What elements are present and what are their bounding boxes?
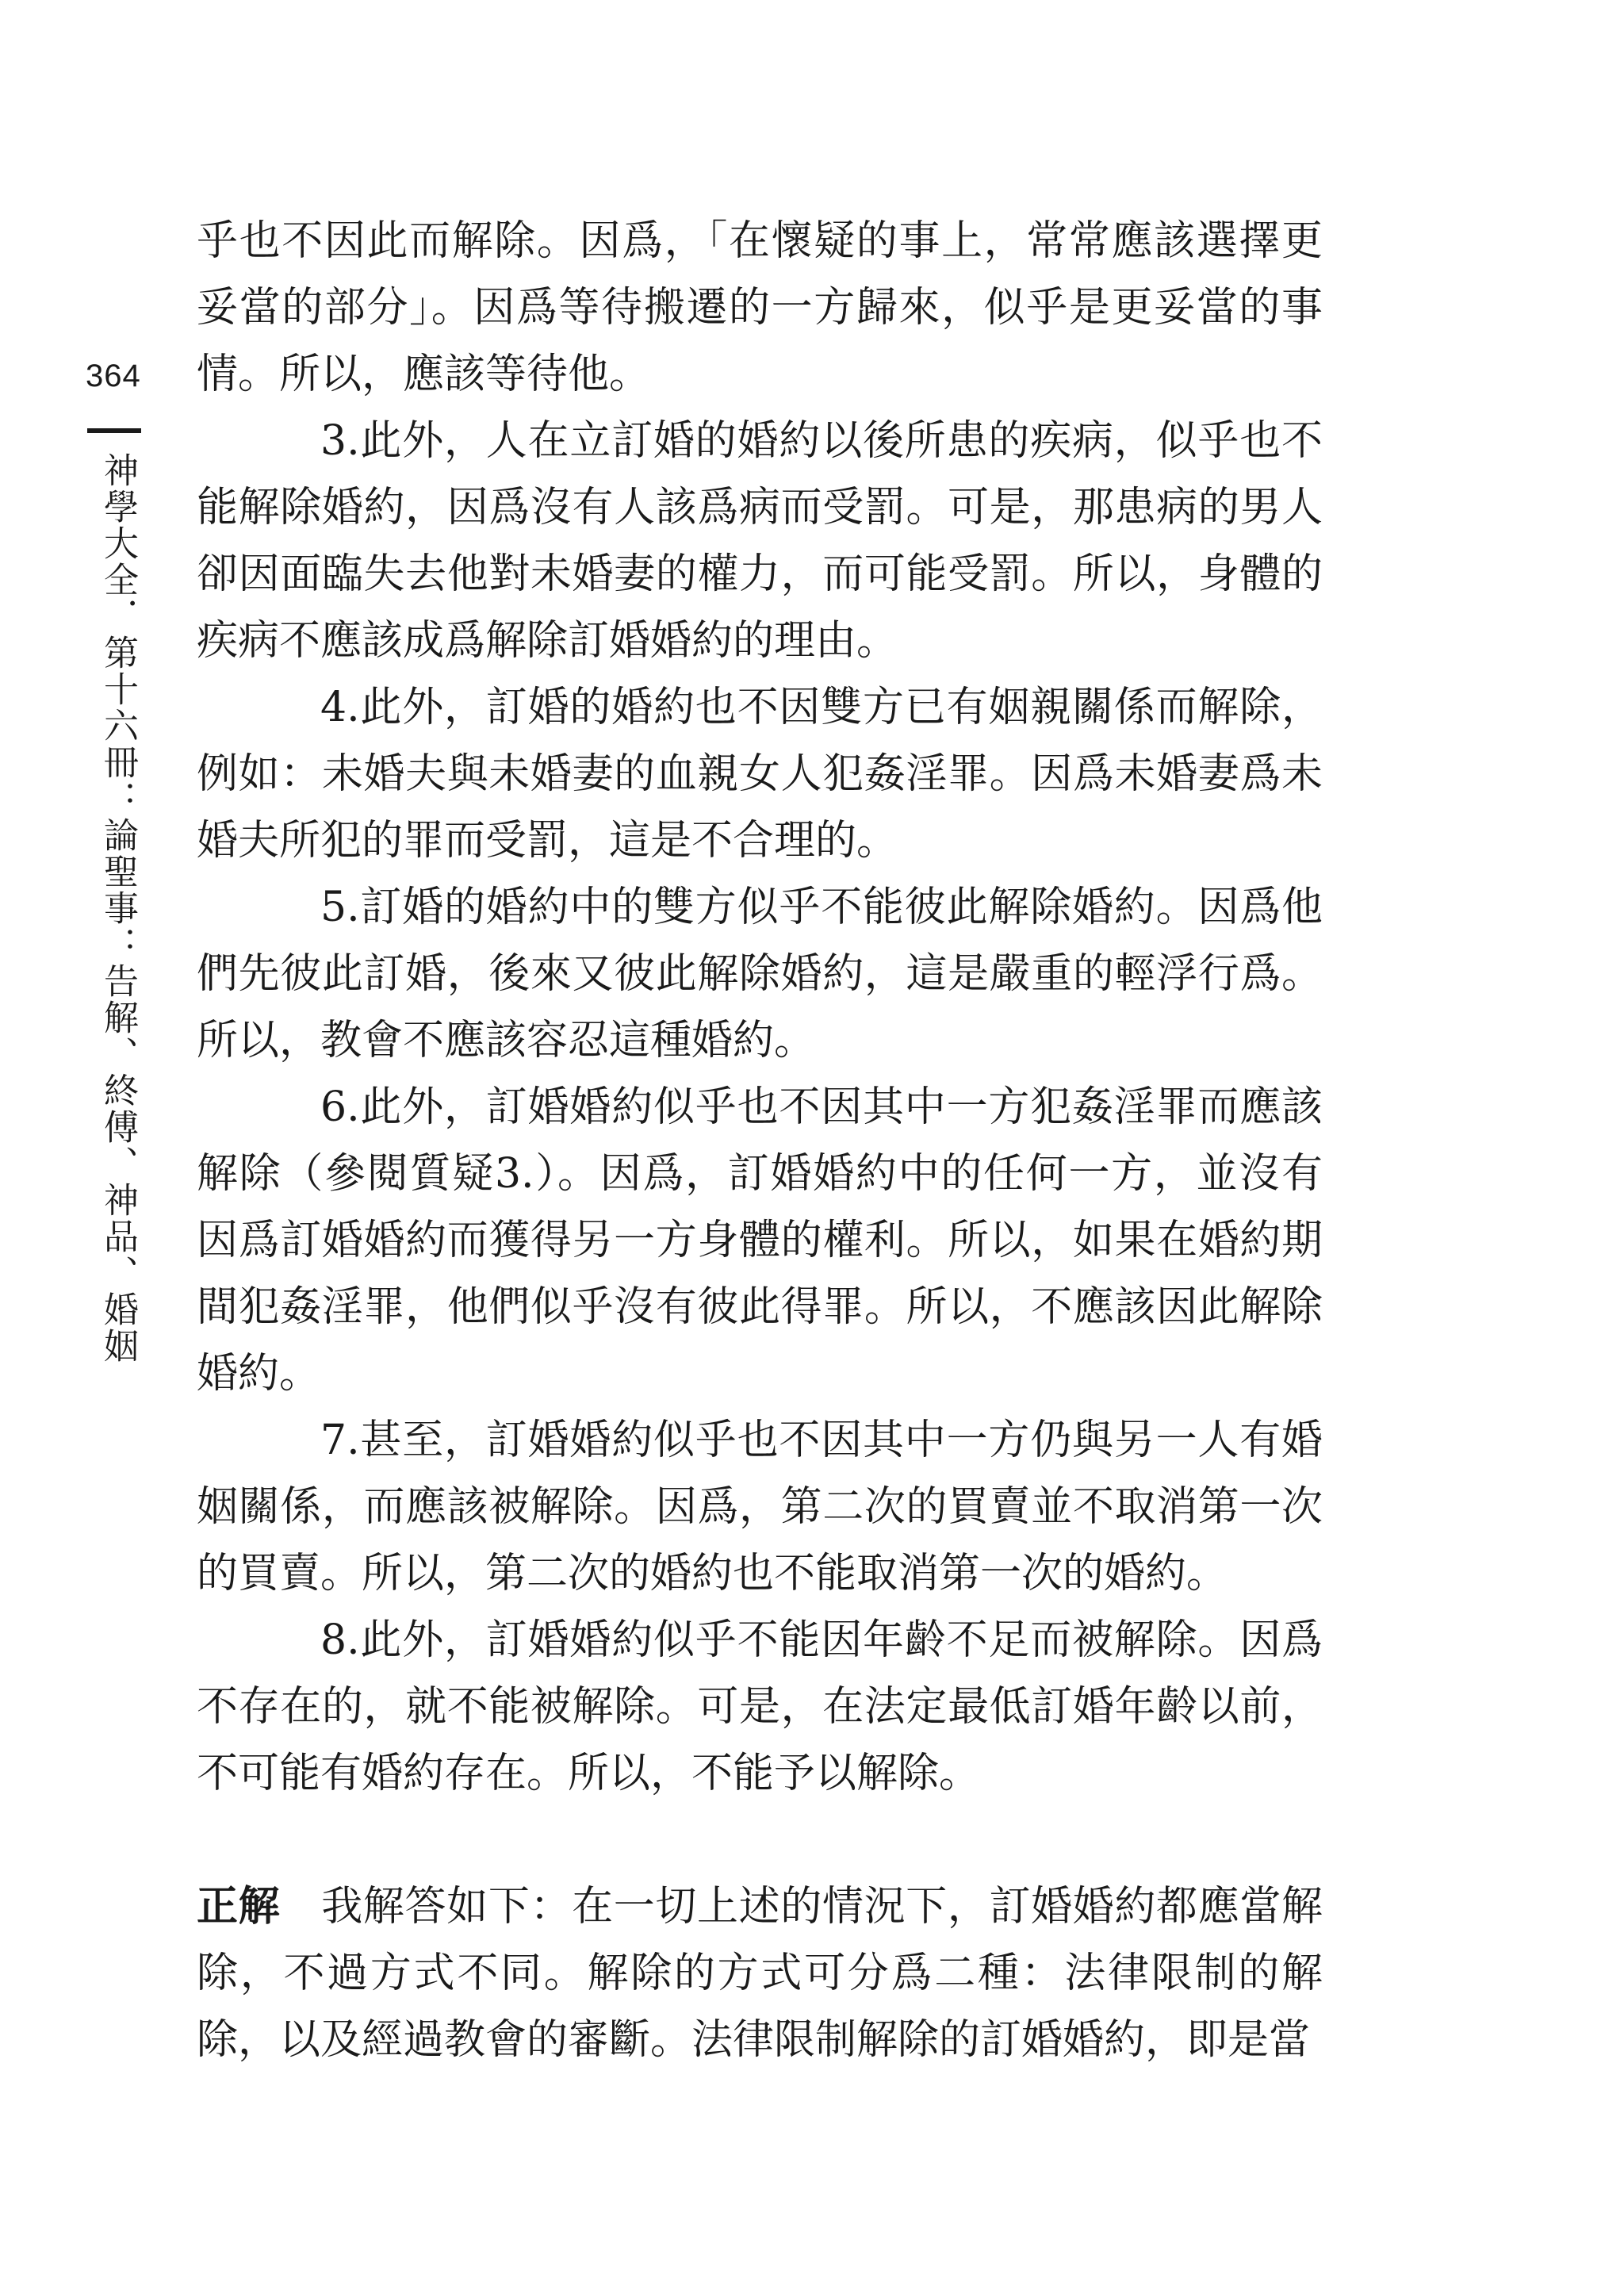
objection-3: 3.此外，人在立訂婚的婚約以後所患的疾病，似乎也不能解除婚約，因爲沒有人該爲病而受罰。可是，那患病的男人卻因面臨失去他對未婚妻的權力，而可能受罰。所以，身體的疾病不應該成爲解除訂婚婚約的理由。 bbox=[197, 417, 1323, 665]
paragraph-continuation: 乎也不因此而解除。因爲，「在懷疑的事上，常常應該選擇更妥當的部分」。因爲等待搬遷的一方歸來，似乎是更妥當的事情。所以，應該等待他。 bbox=[197, 217, 1323, 398]
objection-6: 6.此外，訂婚婚約似乎也不因其中一方犯姦淫罪而應該解除（參閱質疑3.）。因爲，訂婚婚約中的任何一方，並沒有因爲訂婚婚約而獲得另一方身體的權利。所以，如果在婚約期間犯姦淫罪，他們似乎沒有彼此得罪。所以，不應該因此解除婚約。 bbox=[197, 1083, 1323, 1398]
answer-label: 正解 bbox=[197, 1883, 281, 1931]
objection-5: 5.訂婚的婚約中的雙方似乎不能彼此解除婚約。因爲他們先彼此訂婚，後來又彼此解除婚約，這是嚴重的輕浮行爲。所以，教會不應該容忍這種婚約。 bbox=[197, 884, 1323, 1064]
objection-4: 4.此外，訂婚的婚約也不因雙方已有姻親關係而解除，例如：未婚夫與未婚妻的血親女人犯姦淫罪。因爲未婚妻爲未婚夫所犯的罪而受罰，這是不合理的。 bbox=[197, 684, 1323, 865]
objection-7: 7.甚至，訂婚婚約似乎也不因其中一方仍與另一人有婚姻關係，而應該被解除。因爲，第二次的買賣並不取消第一次的買賣。所以，第二次的婚約也不能取消第一次的婚約。 bbox=[197, 1417, 1323, 1597]
running-head: 神學大全．第十六冊：論聖事：告解、終傅、神品、婚姻 bbox=[98, 452, 138, 1364]
answer-text: 我解答如下：在一切上述的情況下，訂婚婚約都應當解除，不過方式不同。解除的方式可分爲二種：法律限制的解除，以及經過教會的審斷。法律限制解除的訂婚婚約，即是當 bbox=[197, 1883, 1323, 2064]
objection-8: 8.此外，訂婚婚約似乎不能因年齡不足而被解除。因爲不存在的，就不能被解除。可是，在法定最低訂婚年齡以前，不可能有婚約存在。所以，不能予以解除。 bbox=[197, 1616, 1323, 1797]
margin-rule bbox=[87, 428, 141, 433]
answer-paragraph bbox=[197, 1873, 1323, 2073]
body-text bbox=[197, 208, 1323, 2073]
page-number: 364 bbox=[86, 359, 141, 393]
